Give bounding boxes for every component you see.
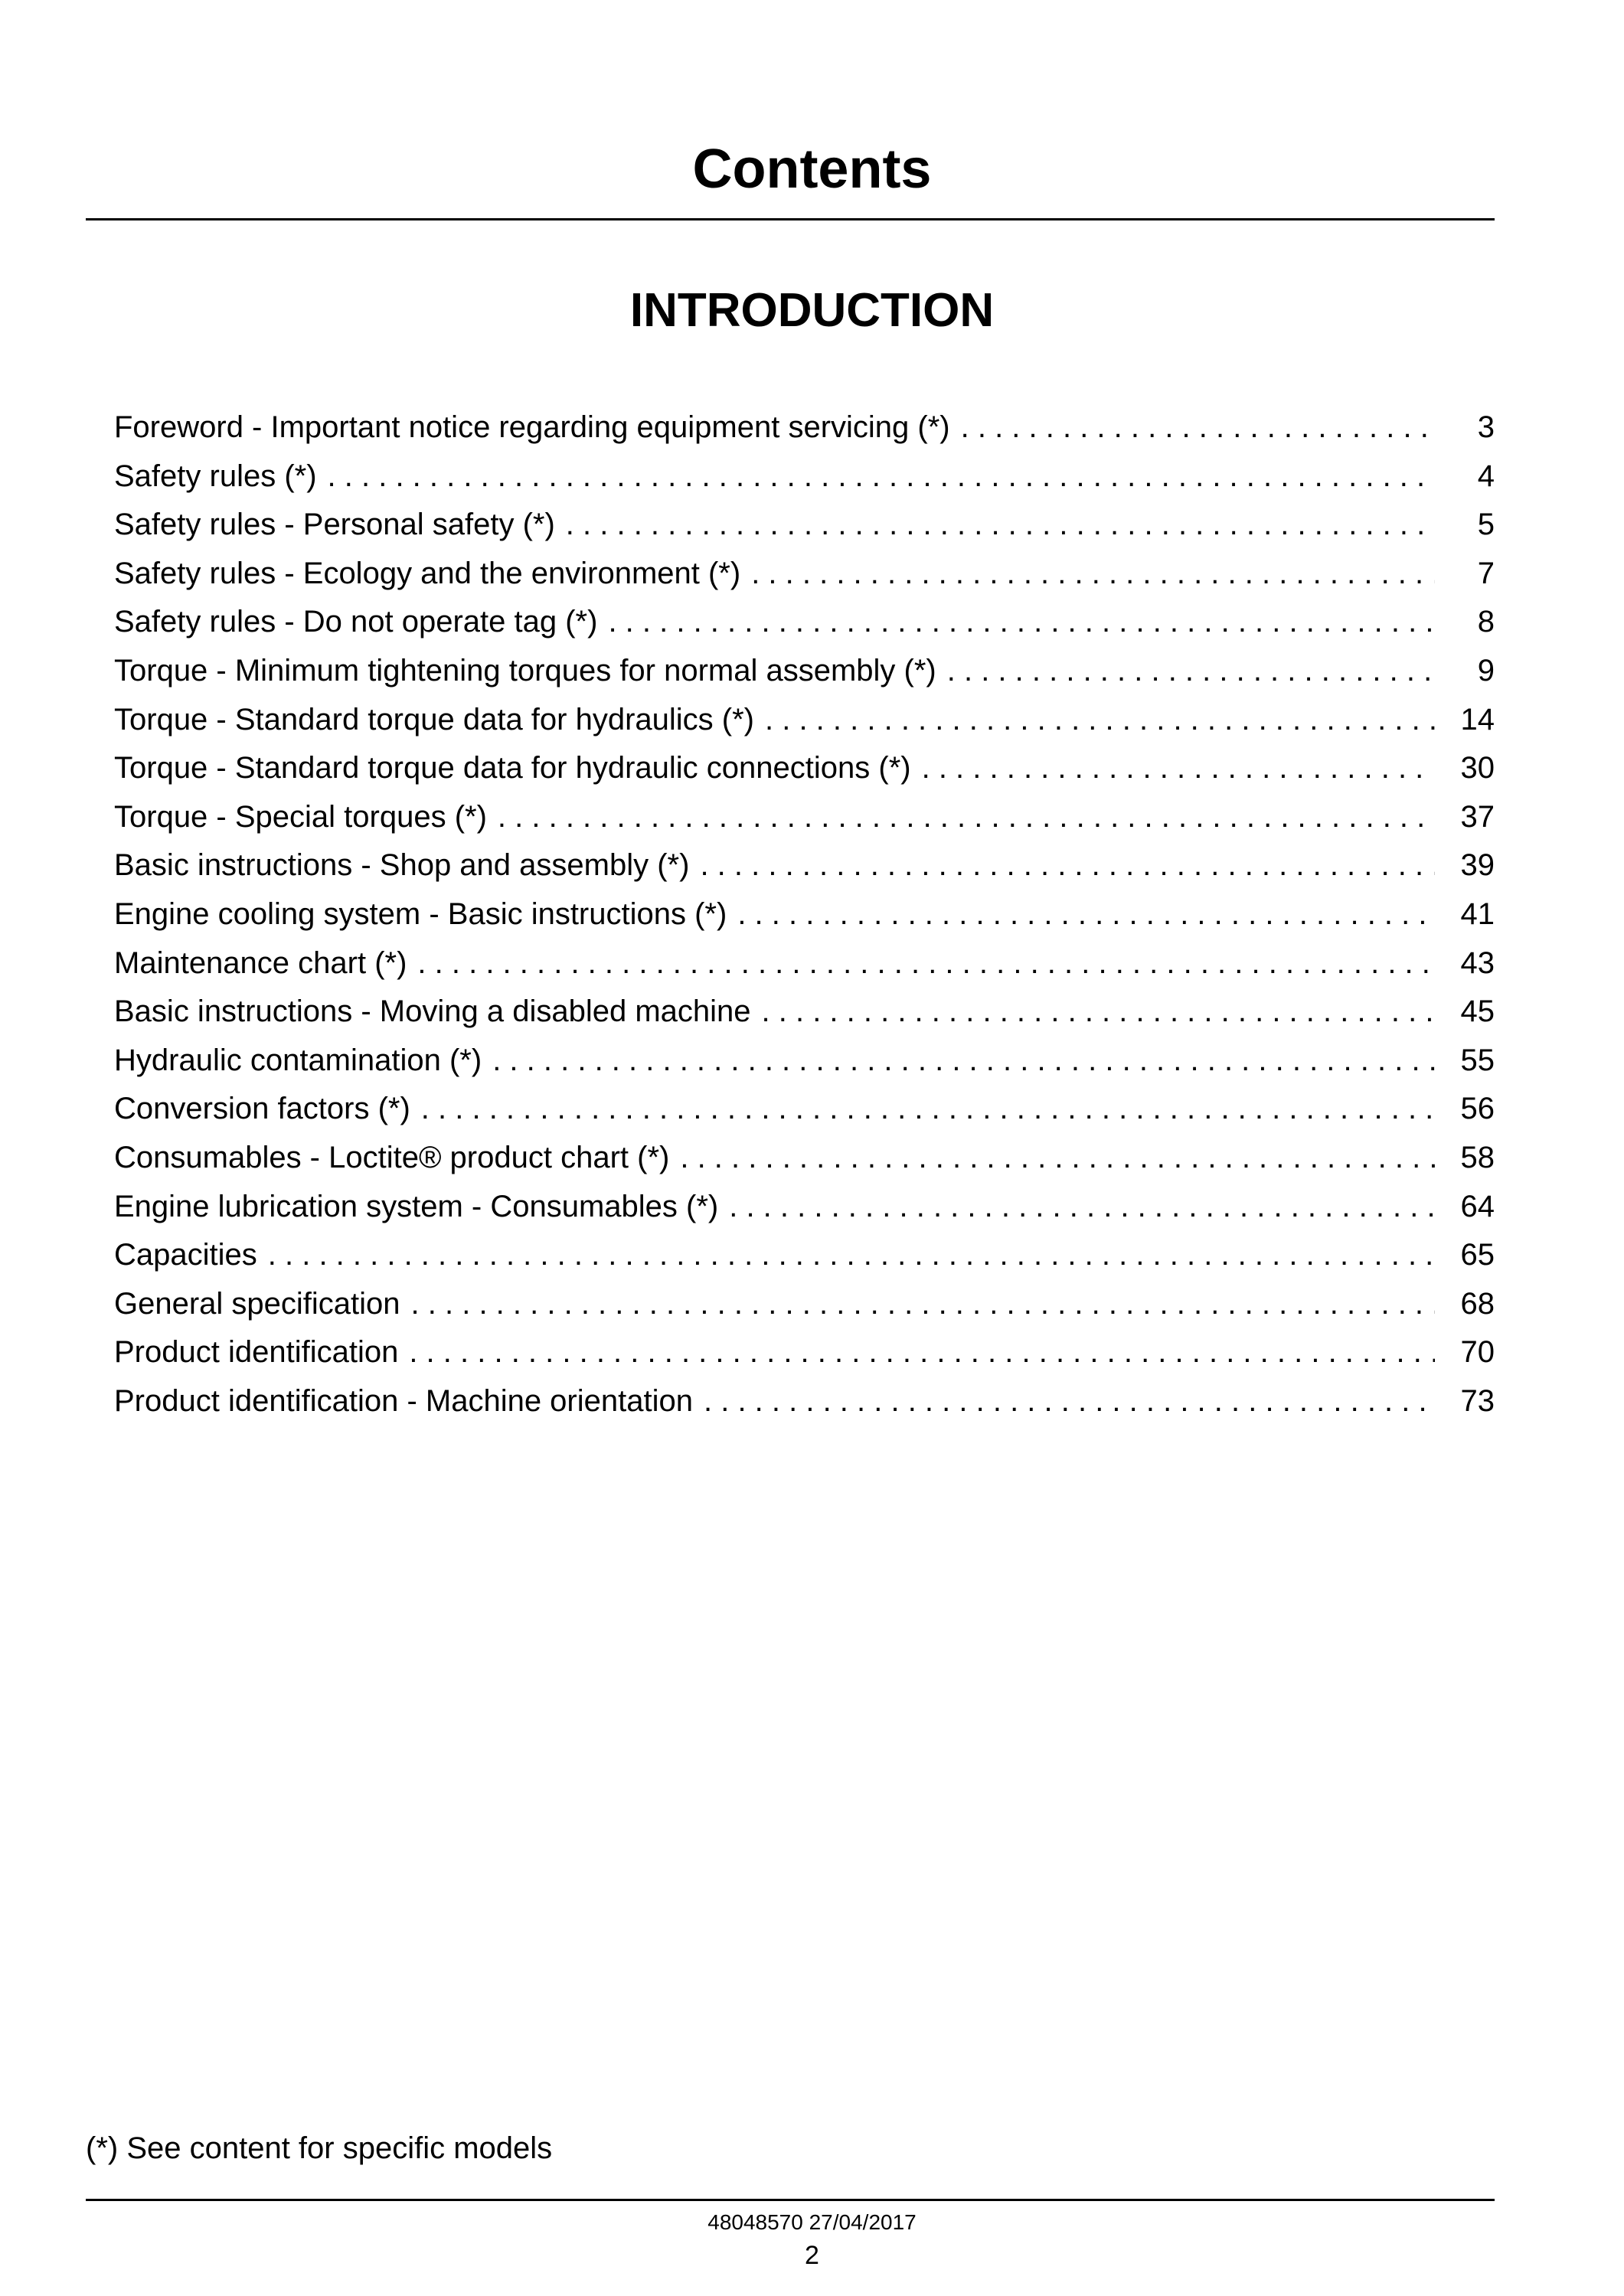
toc-entry-page: 39 (1460, 848, 1495, 883)
toc-dot-leader (961, 403, 1435, 452)
toc-entry-title: Product identification (114, 1335, 399, 1370)
toc-dot-leader (268, 1231, 1435, 1280)
toc-entry-page: 3 (1477, 410, 1495, 444)
section-heading: INTRODUCTION (629, 284, 995, 337)
toc-entry-title: General specification (114, 1286, 400, 1321)
toc-entry-foreword[interactable] (114, 403, 1495, 452)
toc-entry-title: Safety rules - Ecology and the environment (*) (114, 556, 741, 590)
toc-entry-page: 7 (1477, 556, 1495, 590)
toc-dot-leader (608, 598, 1435, 647)
toc-dot-leader (765, 696, 1435, 745)
toc-dot-leader (729, 1183, 1435, 1232)
toc-entry-page: 8 (1477, 605, 1495, 639)
toc-entry-page: 45 (1460, 994, 1495, 1029)
toc-entry-page: 68 (1460, 1286, 1495, 1321)
toc-entry-shop-and-assembly[interactable] (114, 841, 1495, 890)
toc-dot-leader (751, 550, 1435, 599)
toc-entry-page: 43 (1460, 946, 1495, 980)
toc-entry-title: Engine lubrication system - Consumables (*) (114, 1189, 719, 1223)
toc-entry-title: Safety rules - Do not operate tag (*) (114, 605, 598, 639)
toc-entry-title: Conversion factors (*) (114, 1092, 410, 1126)
toc-entry-title: Torque - Special torques (*) (114, 799, 487, 834)
page-number: 2 (805, 2241, 819, 2270)
toc-entry-page: 4 (1477, 459, 1495, 493)
toc-dot-leader (762, 988, 1435, 1037)
toc-entry-product-identification[interactable] (114, 1328, 1495, 1377)
toc-entry-page: 55 (1460, 1043, 1495, 1077)
toc-entry-title: Foreword - Important notice regarding equipment servicing (*) (114, 410, 950, 444)
toc-entry-title: Torque - Standard torque data for hydraulics (*) (114, 702, 754, 736)
toc-entry-ecology[interactable] (114, 550, 1495, 599)
toc-entry-title: Basic instructions - Shop and assembly (*) (114, 848, 690, 883)
page-title: Contents (692, 139, 932, 200)
toc-entry-hydraulic-contamination[interactable] (114, 1037, 1495, 1086)
toc-entry-capacities[interactable] (114, 1231, 1495, 1280)
toc-entry-general-specification[interactable] (114, 1280, 1495, 1329)
toc-dot-leader (492, 1037, 1435, 1086)
toc-entry-page: 70 (1460, 1335, 1495, 1370)
toc-entry-machine-orientation[interactable] (114, 1377, 1495, 1426)
document-id: 48048570 27/04/2017 (707, 2210, 917, 2234)
toc-entry-page: 64 (1460, 1189, 1495, 1223)
toc-entry-torque-hydraulic-connections[interactable] (114, 744, 1495, 793)
toc-dot-leader (680, 1134, 1435, 1183)
toc-entry-page: 58 (1460, 1140, 1495, 1174)
header-divider (86, 218, 1495, 220)
toc-entry-engine-cooling[interactable] (114, 890, 1495, 939)
toc-dot-leader (421, 1085, 1435, 1134)
toc-entry-title: Safety rules (*) (114, 459, 317, 493)
toc-dot-leader (409, 1328, 1435, 1377)
toc-entry-special-torques[interactable] (114, 793, 1495, 842)
table-of-contents (114, 403, 1495, 1426)
toc-entry-loctite-chart[interactable] (114, 1134, 1495, 1183)
toc-dot-leader (947, 647, 1435, 696)
toc-dot-leader (922, 744, 1435, 793)
toc-entry-page: 30 (1460, 751, 1495, 785)
toc-entry-do-not-operate-tag[interactable] (114, 598, 1495, 647)
toc-entry-page: 73 (1460, 1383, 1495, 1418)
toc-entry-title: Product identification - Machine orientation (114, 1383, 693, 1418)
toc-dot-leader (417, 939, 1435, 988)
toc-entry-title: Safety rules - Personal safety (*) (114, 508, 555, 542)
toc-dot-leader (411, 1280, 1435, 1329)
footer-divider (86, 2199, 1495, 2201)
toc-entry-page: 41 (1460, 897, 1495, 931)
toc-entry-page: 5 (1477, 508, 1495, 542)
toc-entry-title: Hydraulic contamination (*) (114, 1043, 482, 1077)
toc-entry-page: 37 (1460, 799, 1495, 834)
toc-dot-leader (704, 1377, 1435, 1426)
toc-dot-leader (700, 841, 1435, 890)
toc-entry-title: Capacities (114, 1238, 257, 1272)
toc-entry-title: Basic instructions - Moving a disabled machine (114, 994, 751, 1029)
toc-entry-torque-hydraulics[interactable] (114, 696, 1495, 745)
toc-dot-leader (498, 793, 1435, 842)
toc-entry-page: 14 (1460, 702, 1495, 736)
toc-entry-page: 65 (1460, 1238, 1495, 1272)
toc-entry-personal-safety[interactable] (114, 501, 1495, 550)
toc-entry-disabled-machine[interactable] (114, 988, 1495, 1037)
toc-entry-page: 9 (1477, 653, 1495, 687)
toc-dot-leader (566, 501, 1435, 550)
toc-entry-safety-rules[interactable] (114, 452, 1495, 501)
toc-entry-min-tightening-torques[interactable] (114, 647, 1495, 696)
toc-entry-engine-lubrication[interactable] (114, 1183, 1495, 1232)
toc-entry-page: 56 (1460, 1092, 1495, 1126)
toc-entry-title: Engine cooling system - Basic instructions (*) (114, 897, 727, 931)
toc-entry-title: Torque - Minimum tightening torques for normal assembly (*) (114, 653, 936, 687)
toc-entry-conversion-factors[interactable] (114, 1085, 1495, 1134)
toc-entry-title: Maintenance chart (*) (114, 946, 407, 980)
toc-entry-title: Consumables - Loctite® product chart (*) (114, 1140, 670, 1174)
toc-dot-leader (328, 452, 1435, 501)
toc-entry-title: Torque - Standard torque data for hydraulic connections (*) (114, 751, 911, 785)
toc-dot-leader (737, 890, 1435, 939)
toc-entry-maintenance-chart[interactable] (114, 939, 1495, 988)
footnote: (*) See content for specific models (86, 2131, 553, 2165)
